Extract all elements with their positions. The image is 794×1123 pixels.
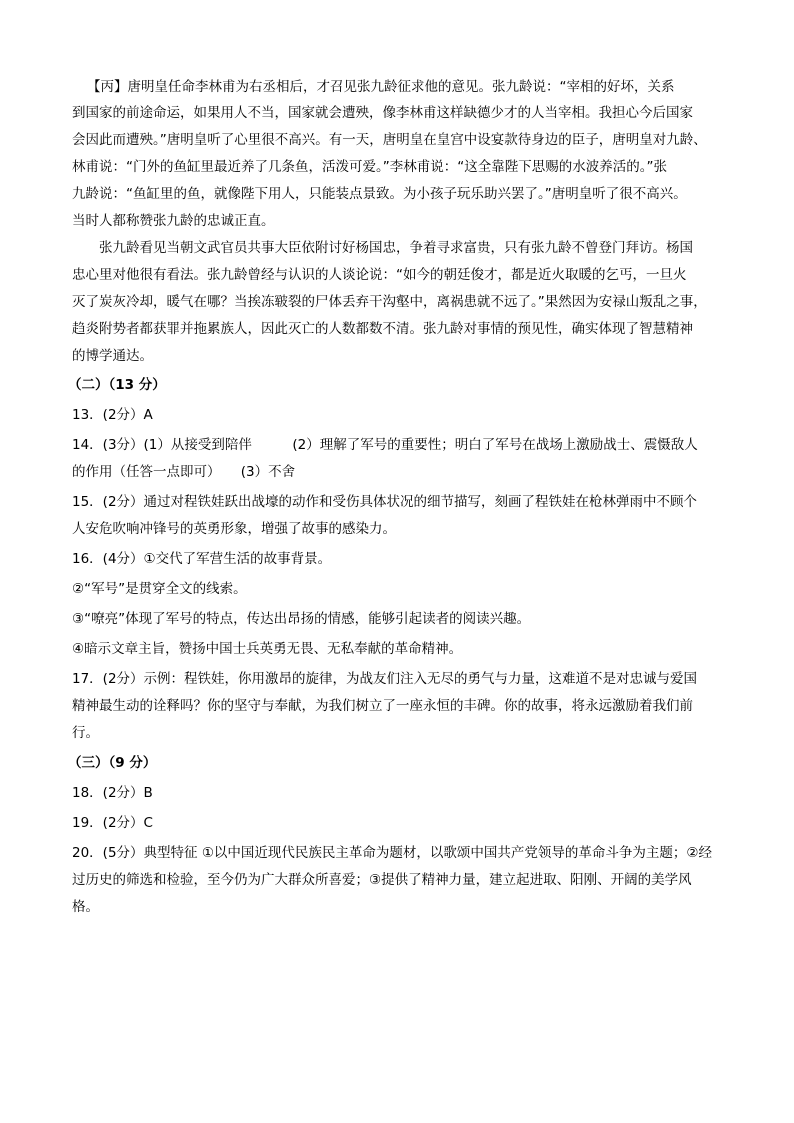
- text-line: 灭了炭灰冷却，暖气在哪？当挨冻皲裂的尸体丢弃干沟壑中，离祸患就不远了。”果然因为安禄山叛乱之事，: [72, 294, 707, 310]
- answer-line: 的作用（任答一点即可） (3）不舍: [72, 464, 296, 480]
- text-line: 的博学通达。: [72, 348, 153, 364]
- answer-line: 17．(2分）示例：程铁娃，你用激昂的旋律，为战友们注入无尽的勇气与力量，这难道不是对忠诚与爱国: [72, 671, 698, 687]
- answer-line: 14．(3分）(1）从接受到陪伴 (2）理解了军号的重要性；明白了军号在战场上激励战士、震慑敌人: [72, 437, 698, 453]
- text-line: 九龄说：“鱼缸里的鱼，就像陛下用人，只能装点景致。为小孩子玩乐助兴罢了。”唐明皇听了很不高兴。: [72, 186, 687, 202]
- answer-line: 格。: [72, 899, 99, 915]
- answer-line: 19．(2分）C: [72, 815, 153, 831]
- answer-line: ③“嘹亮”体现了军号的特点，传达出昂扬的情感，能够引起读者的阅读兴趣。: [72, 611, 531, 627]
- text-line: 林甫说：“门外的鱼缸里最近养了几条鱼，活泼可爱。”李林甫说：“这全靠陛下思赐的水波养活的。”张: [72, 159, 667, 175]
- answer-line: 人安危吹响冲锋号的英勇形象，增强了故事的感染力。: [72, 521, 396, 537]
- section-heading: （三）（9 分）: [68, 755, 157, 771]
- answer-line: 15．(2分）通过对程铁娃跃出战壕的动作和受伤具体状况的细节描写，刻画了程铁娃在枪林弹雨中不顾个: [72, 494, 698, 510]
- answer-line: 行。: [72, 725, 99, 741]
- answer-line: 18．(2分）B: [72, 785, 153, 801]
- section-heading: （二）（13 分）: [68, 377, 166, 393]
- text-line: 到国家的前途命运，如果用人不当，国家就会遭殃，像李林甫这样缺德少才的人当宰相。我担心今后国家: [72, 105, 693, 121]
- text-line: 忠心里对他很有看法。张九龄曾经与认识的人谈论说：“如今的朝廷俊才，都是近火取暖的乞丐，一旦火: [72, 267, 687, 283]
- answer-line: ②“军号”是贯穿全文的线索。: [72, 581, 247, 597]
- text-line: 会因此而遭殃。”唐明皇听了心里很不高兴。有一天，唐明皇在皇宫中设宴款待身边的臣子，唐明皇对九龄、: [72, 132, 707, 148]
- answer-line: ④暗示文章主旨，赞扬中国士兵英勇无畏、无私奉献的革命精神。: [72, 641, 463, 657]
- answer-line: 16．(4分）①交代了军营生活的故事背景。: [72, 551, 332, 567]
- answer-line: 20．(5分）典型特征 ①以中国近现代民族民主革命为题材，以歌颂中国共产党领导的革命斗争为主题；②经: [72, 845, 713, 861]
- text-line: 趋炎附势者都获罪并拖累族人，因此灭亡的人数都数不清。张九龄对事情的预见性，确实体现了智慧精神: [72, 321, 693, 337]
- text-line: 当时人都称赞张九龄的忠诚正直。: [72, 213, 275, 229]
- text-line: 张九龄看见当朝文武官员共事大臣依附讨好杨国忠，争着寻求富贵，只有张九龄不曾登门拜访。杨国: [99, 240, 693, 256]
- answer-line: 精神最生动的诠释吗？你的坚守与奉献，为我们树立了一座永恒的丰碑。你的故事，将永远激励着我们前: [72, 698, 693, 714]
- answer-line: 13．(2分）A: [72, 407, 153, 423]
- text-line: 【丙】唐明皇任命李林甫为右丞相后，才召见张九龄征求他的意见。张九龄说：“宰相的好坏，关系: [87, 79, 675, 95]
- answer-line: 过历史的筛选和检验，至今仍为广大群众所喜爱；③提供了精神力量，建立起进取、阳刚、开阔的美学风: [72, 872, 692, 888]
